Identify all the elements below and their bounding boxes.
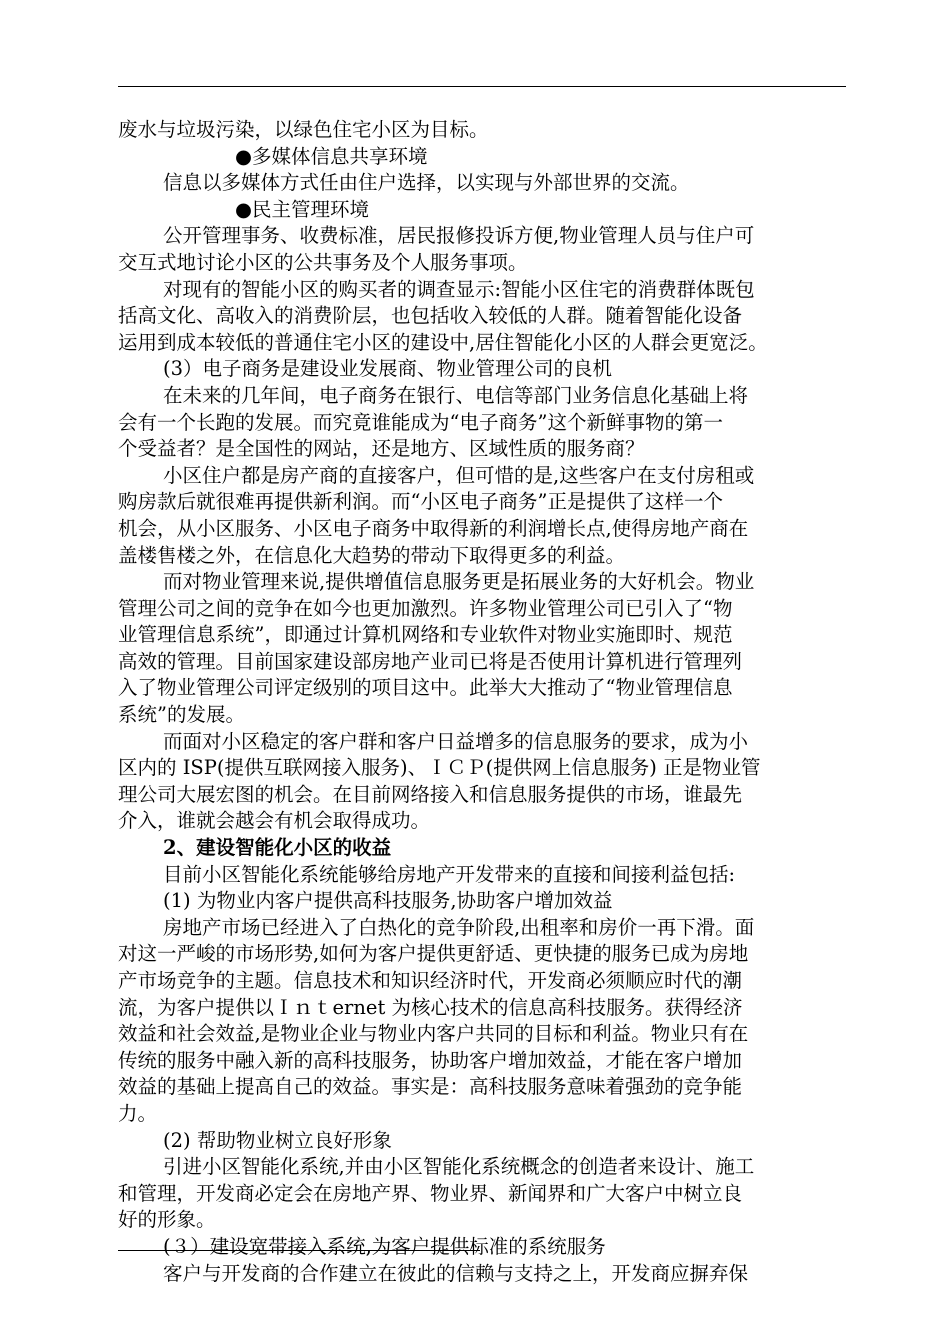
text-line: 入了物业管理公司评定级别的项目这中。此举大大推动了“物业管理信息 bbox=[118, 676, 733, 700]
text-line: 公开管理事务、收费标准，居民报修投诉方便,物业管理人员与住户可 bbox=[163, 224, 755, 248]
subheading: (1) 为物业内客户提供高科技服务,协助客户增加效益 bbox=[163, 889, 613, 913]
text-line: 区内的 ISP(提供互联网接入服务)、ＩＣＰ(提供网上信息服务) 正是物业管 bbox=[118, 756, 761, 780]
text-line: 小区住户都是房产商的直接客户，但可惜的是,这些客户在支付房租或 bbox=[163, 463, 755, 487]
text-line: 效益和社会效益,是物业企业与物业内客户共同的目标和利益。物业只有在 bbox=[118, 1022, 749, 1046]
text-line: 括高文化、高收入的消费阶层，也包括收入较低的人群。随着智能化设备 bbox=[118, 304, 743, 328]
text-line: 购房款后就很难再提供新利润。而“小区电子商务”正是提供了这样一个 bbox=[118, 490, 723, 514]
document-body bbox=[118, 117, 858, 1287]
text-line: 效益的基础上提高自己的效益。事实是：高科技服务意味着强劲的竞争能 bbox=[118, 1075, 743, 1099]
text-line: 流，为客户提供以Ｉｎｔernet 为核心技术的信息高科技服务。获得经济 bbox=[118, 995, 743, 1019]
text-line: 盖楼售楼之外，在信息化大趋势的带动下取得更多的利益。 bbox=[118, 543, 626, 567]
text-line: 理公司大展宏图的机会。在目前网络接入和信息服务提供的市场，谁最先 bbox=[118, 782, 743, 806]
subheading: (2) 帮助物业树立良好形象 bbox=[163, 1128, 392, 1152]
subheading: (3）电子商务是建设业发展商、物业管理公司的良机 bbox=[163, 357, 613, 381]
text-line: 和管理，开发商必定会在房地产界、物业界、新闻界和广大客户中树立良 bbox=[118, 1181, 743, 1205]
text-line: 介入，谁就会越会有机会取得成功。 bbox=[118, 809, 431, 833]
text-line: 传统的服务中融入新的高科技服务，协助客户增加效益，才能在客户增加 bbox=[118, 1048, 743, 1072]
text-line: 力。 bbox=[118, 1101, 158, 1125]
text-line: 系统”的发展。 bbox=[118, 703, 245, 727]
text-line: 废水与垃圾污染，以绿色住宅小区为目标。 bbox=[118, 118, 489, 141]
header-rule bbox=[118, 86, 846, 87]
text-line: 管理公司之间的竞争在如今也更加激烈。许多物业管理公司已引入了“物 bbox=[118, 596, 733, 620]
text-line: 会有一个长跑的发展。而究竟谁能成为“电子商务”这个新鲜事物的第一 bbox=[118, 410, 723, 434]
footnote-rule bbox=[118, 1250, 480, 1251]
text-line: 对这一严峻的市场形势,如何为客户提供更舒适、更快捷的服务已成为房地 bbox=[118, 942, 749, 966]
text-line: 客户与开发商的合作建立在彼此的信赖与支持之上，开发商应摒弃保 bbox=[163, 1261, 749, 1285]
text-line: 交互式地讨论小区的公共事务及个人服务事项。 bbox=[118, 250, 528, 274]
text-line: 个受益者？是全国性的网站，还是地方、区域性质的服务商？ bbox=[118, 437, 645, 461]
bullet-heading: ●民主管理环境 bbox=[235, 197, 370, 221]
text-line: 产市场竞争的主题。信息技术和知识经济时代，开发商必须顺应时代的潮 bbox=[118, 969, 743, 992]
text-line: 好的形象。 bbox=[118, 1208, 216, 1232]
text-line: 高效的管理。目前国家建设部房地产业司已将是否使用计算机进行管理列 bbox=[118, 649, 743, 673]
text-line: 引进小区智能化系统,并由小区智能化系统概念的创造者来设计、施工 bbox=[163, 1155, 755, 1179]
text-line: 信息以多媒体方式任由住户选择，以实现与外部世界的交流。 bbox=[163, 171, 690, 195]
text-line: 而面对小区稳定的客户群和客户日益增多的信息服务的要求，成为小 bbox=[163, 729, 749, 753]
text-line: 业管理信息系统”，即通过计算机网络和专业软件对物业实施即时、规范 bbox=[118, 623, 733, 647]
text-line: 在未来的几年间，电子商务在银行、电信等部门业务信息化基础上将 bbox=[163, 383, 749, 407]
text-line: 房地产市场已经进入了白热化的竞争阶段,出租率和房价一再下滑。面 bbox=[163, 915, 755, 939]
text-line: 机会，从小区服务、小区电子商务中取得新的利润增长点,使得房地产商在 bbox=[118, 516, 749, 540]
section-heading: 2、建设智能化小区的收益 bbox=[163, 836, 392, 860]
text-line: 目前小区智能化系统能够给房地产开发带来的直接和间接利益包括: bbox=[163, 862, 736, 886]
text-line: 运用到成本较低的普通住宅小区的建设中,居住智能化小区的人群会更宽泛。 bbox=[118, 330, 768, 354]
text-line: 而对物业管理来说,提供增值信息服务更是拓展业务的大好机会。物业 bbox=[163, 570, 755, 594]
subheading: (３）建设宽带接入系统,为客户提供标准的系统服务 bbox=[163, 1234, 606, 1258]
bullet-heading: ●多媒体信息共享环境 bbox=[235, 144, 428, 168]
text-line: 对现有的智能小区的购买者的调查显示:智能小区住宅的消费群体既包 bbox=[163, 277, 755, 301]
